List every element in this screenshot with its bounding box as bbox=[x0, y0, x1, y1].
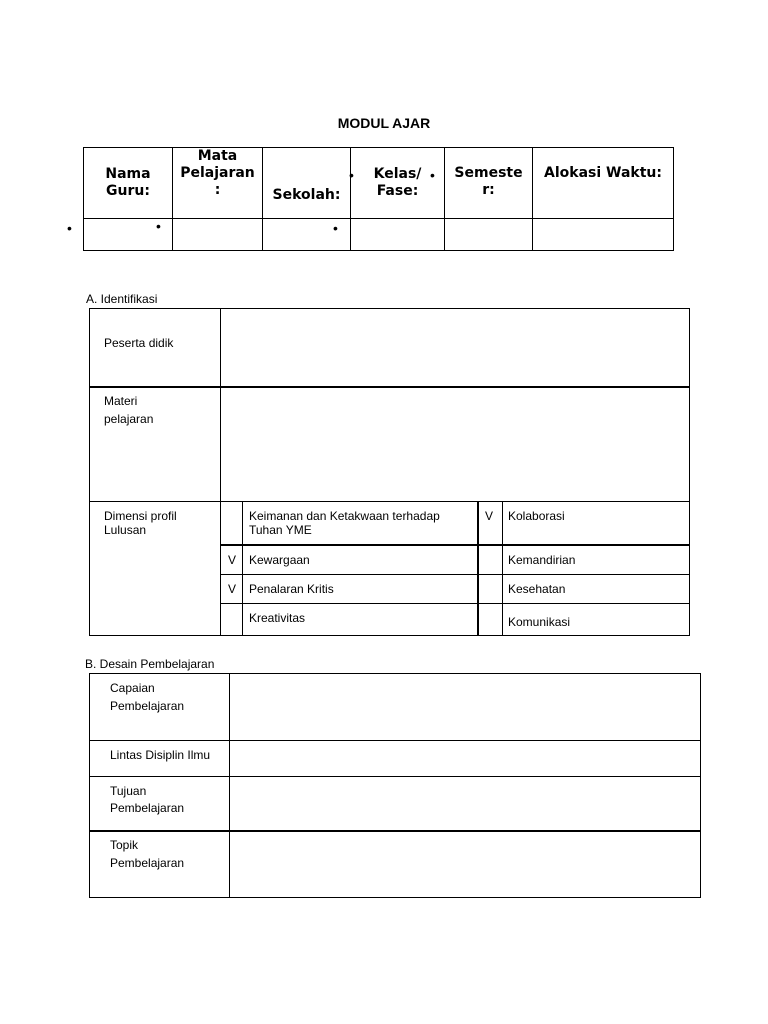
bullet-icon: • bbox=[430, 167, 435, 183]
header-nama-guru bbox=[84, 148, 173, 219]
profile-label: Komunikasi bbox=[508, 615, 571, 629]
identification-table bbox=[89, 308, 690, 636]
header-label: Mata Pelajaran : bbox=[180, 148, 255, 198]
design-table bbox=[89, 673, 701, 898]
section-b-heading: B. Desain Pembelajaran bbox=[85, 657, 215, 671]
bullet-icon: • bbox=[67, 220, 72, 236]
profile-label: Kewargaan bbox=[249, 553, 310, 567]
header-label: Alokasi Waktu: bbox=[544, 165, 662, 181]
divider bbox=[220, 574, 689, 575]
header-label: Sekolah: bbox=[272, 187, 341, 203]
divider bbox=[90, 830, 700, 832]
bullet-icon: • bbox=[156, 218, 161, 234]
check-mark[interactable]: V bbox=[228, 582, 237, 596]
label-tujuan-line2: Pembelajaran bbox=[110, 801, 185, 815]
bullet-icon: • bbox=[333, 220, 338, 236]
document-title: MODUL AJAR bbox=[337, 115, 431, 131]
divider bbox=[242, 501, 243, 635]
value-mata-pelajaran[interactable] bbox=[173, 219, 263, 251]
header-mata-pelajaran bbox=[173, 148, 263, 219]
header-alokasi-waktu bbox=[533, 148, 674, 219]
profile-label: Kemandirian bbox=[508, 553, 576, 567]
divider bbox=[477, 501, 479, 635]
label-capaian-line1: Capaian bbox=[110, 681, 155, 695]
label-topik-line2: Pembelajaran bbox=[110, 856, 185, 870]
divider bbox=[220, 544, 689, 546]
bullet-icon: • bbox=[349, 167, 354, 183]
value-semester[interactable] bbox=[445, 219, 533, 251]
label-materi-line1: Materi bbox=[104, 394, 138, 408]
value-kelas-fase[interactable] bbox=[351, 219, 445, 251]
profile-label: Kolaborasi bbox=[508, 509, 565, 523]
profile-label: Keimanan dan Ketakwaan terhadap Tuhan YME bbox=[249, 509, 440, 537]
header-label: Kelas/ Fase: bbox=[373, 166, 422, 199]
divider bbox=[90, 740, 700, 741]
label-topik-line1: Topik bbox=[110, 838, 139, 852]
profile-label: Penalaran Kritis bbox=[249, 582, 334, 596]
divider bbox=[229, 674, 230, 897]
label-capaian-line2: Pembelajaran bbox=[110, 699, 185, 713]
label-peserta-didik: Peserta didik bbox=[104, 336, 174, 350]
section-a-heading: A. Identifikasi bbox=[86, 292, 158, 306]
label-lintas-disiplin: Lintas Disiplin Ilmu bbox=[110, 748, 211, 762]
header-table bbox=[83, 147, 674, 251]
divider bbox=[220, 603, 689, 604]
header-semester bbox=[445, 148, 533, 219]
divider bbox=[90, 501, 689, 502]
divider bbox=[220, 309, 221, 635]
check-mark[interactable]: V bbox=[228, 553, 237, 567]
check-mark[interactable]: V bbox=[485, 509, 494, 523]
label-dimensi-line1: Dimensi profil bbox=[104, 509, 177, 523]
divider bbox=[502, 501, 503, 635]
value-alokasi-waktu[interactable] bbox=[533, 219, 674, 251]
label-dimensi-line2: Lulusan bbox=[104, 523, 147, 537]
header-sekolah bbox=[263, 148, 351, 219]
header-label: Nama Guru: bbox=[105, 166, 151, 199]
profile-label: Kreativitas bbox=[249, 611, 306, 625]
label-tujuan-line1: Tujuan bbox=[110, 784, 147, 798]
header-label: Semeste r: bbox=[454, 165, 523, 198]
divider bbox=[90, 386, 689, 388]
label-materi-line2: pelajaran bbox=[104, 412, 154, 426]
profile-label: Kesehatan bbox=[508, 582, 566, 596]
divider bbox=[90, 776, 700, 777]
header-kelas-fase bbox=[351, 148, 445, 219]
